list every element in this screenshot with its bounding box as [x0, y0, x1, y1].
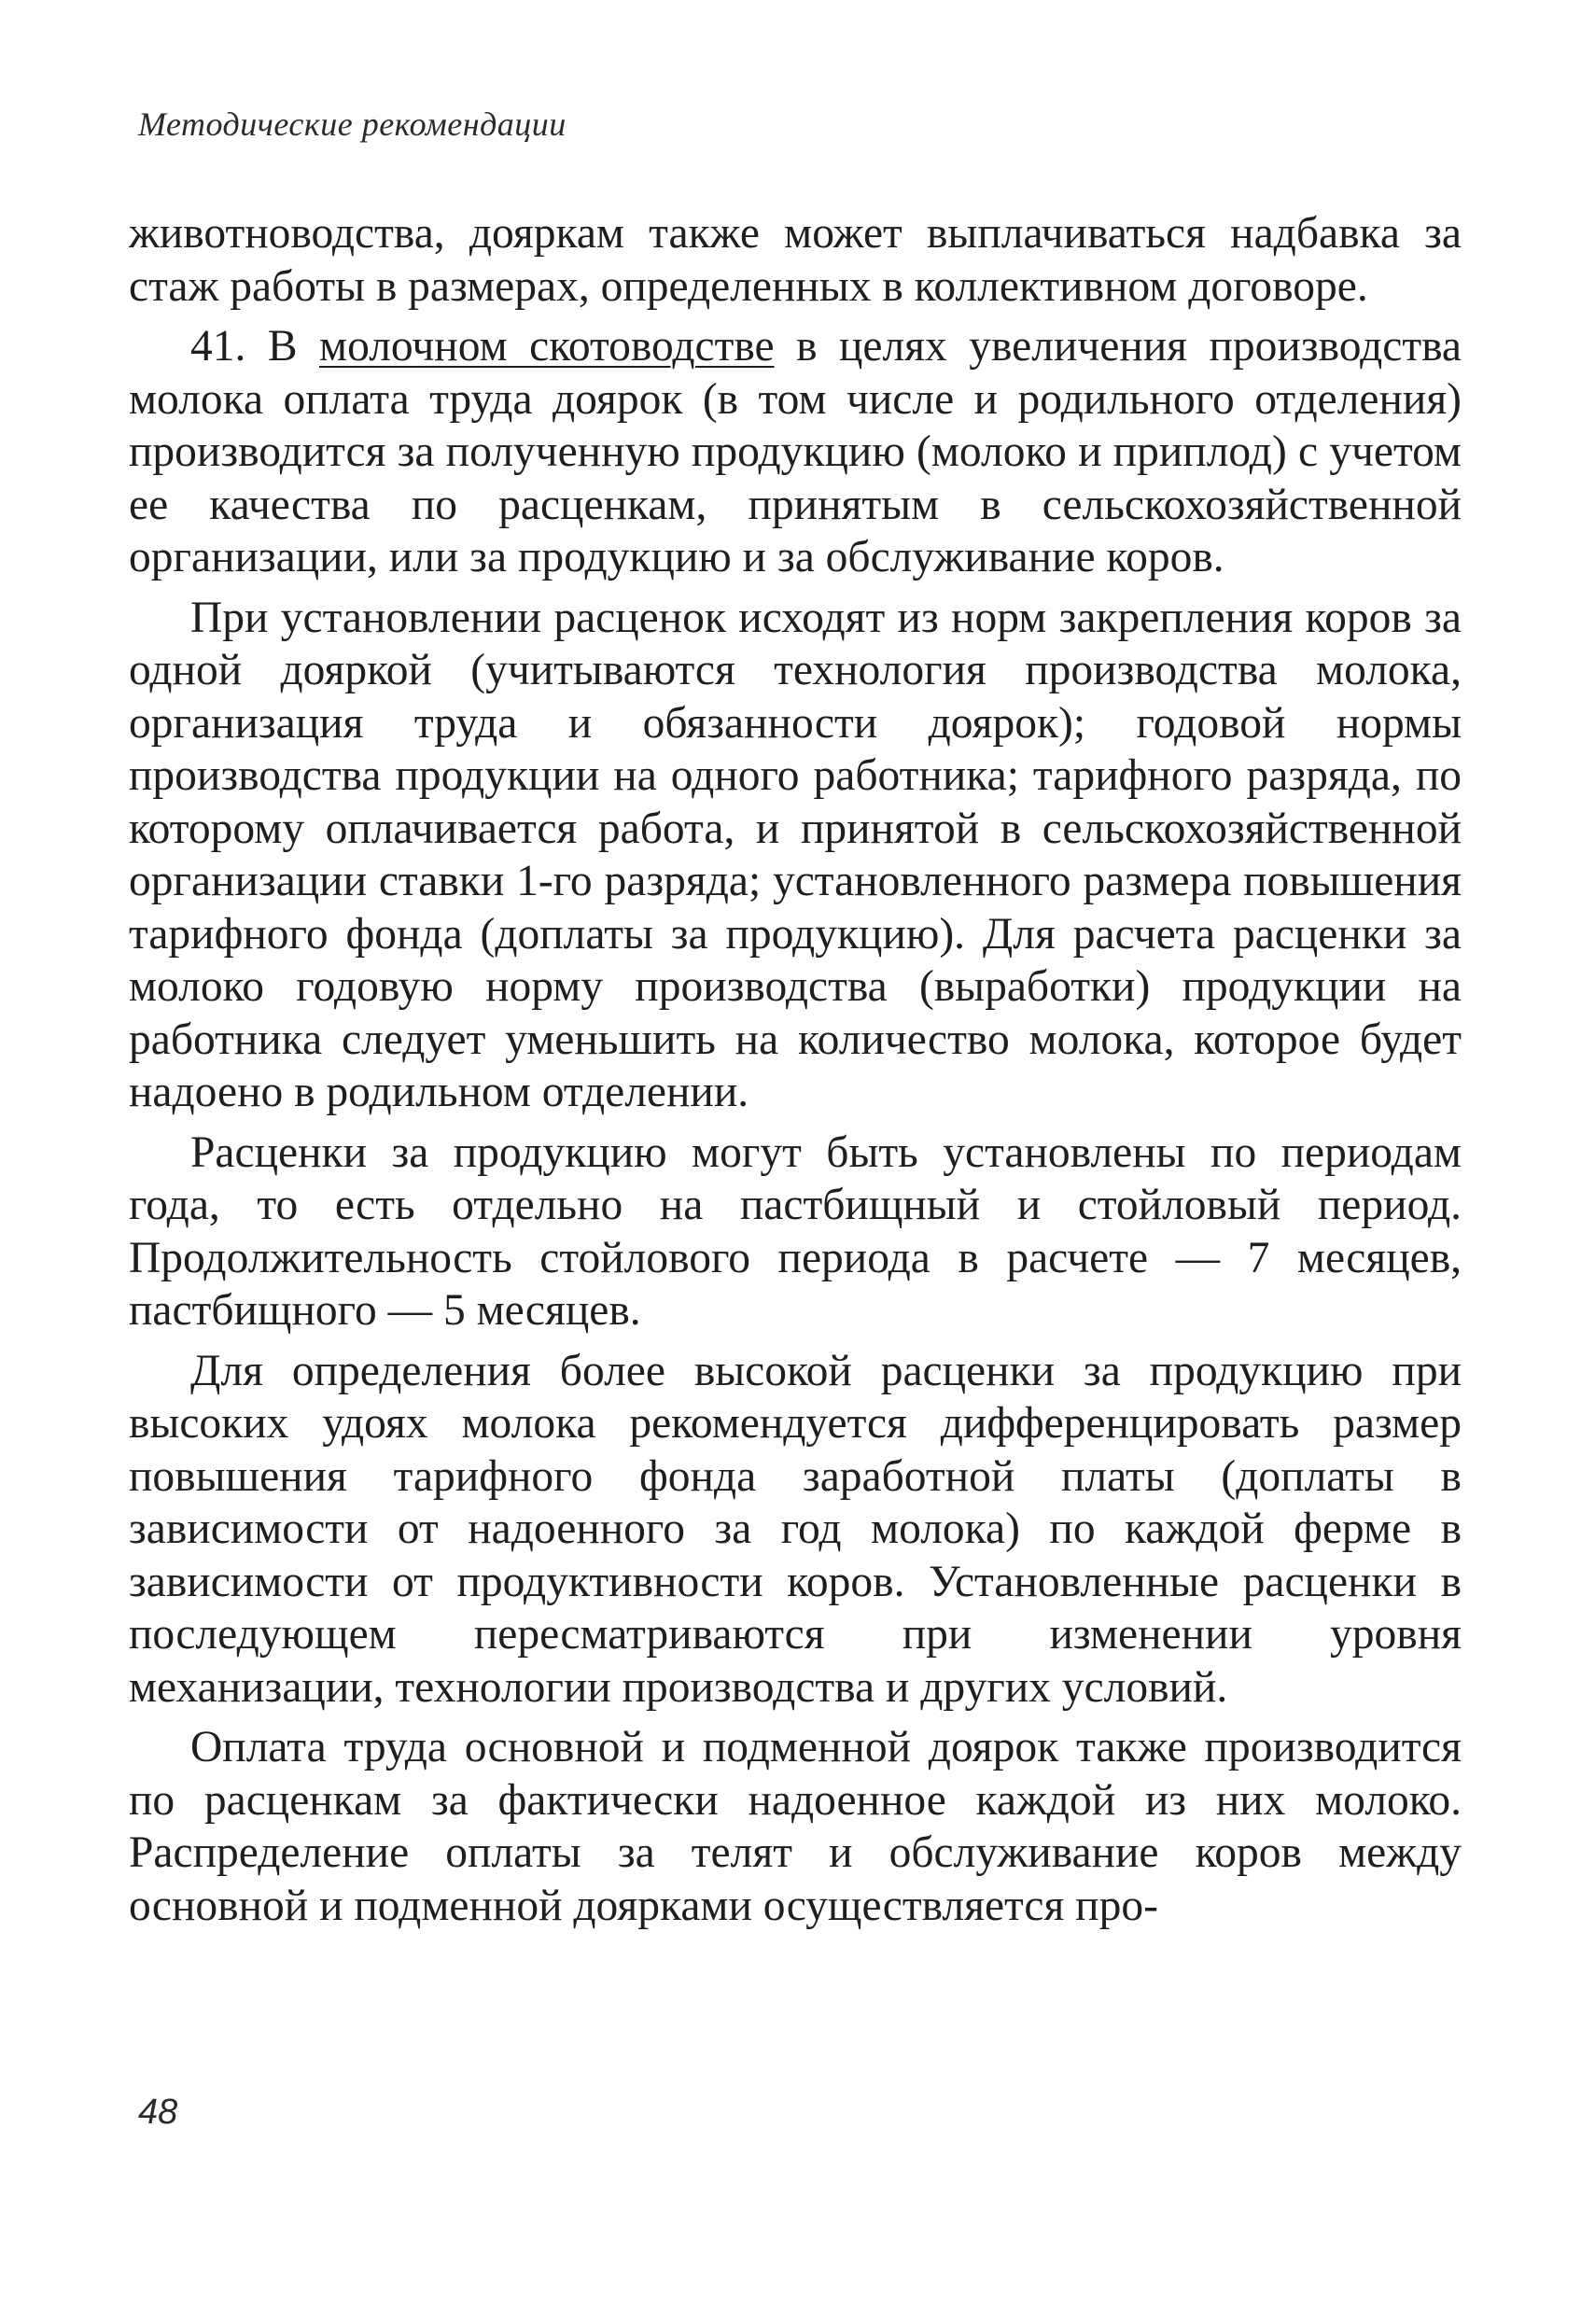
paragraph-number: 41. В	[190, 322, 320, 371]
paragraph-continuation: животноводства, дояркам также может выплачиваться надбавка за стаж работы в размерах, определенных в коллективном договоре.	[129, 209, 1462, 311]
page-number: 48	[138, 2093, 178, 2132]
underlined-term: молочном скотоводстве	[319, 322, 775, 371]
paragraph-41-text: в целях увеличения производства молока оплата труда доярок (в том числе и родильного отделения) производится за полученную продукцию (молоко и приплод) с учетом ее качества по расценкам, принятым в сельскохозяйственной организации, или за продукцию и за обслуживание коров.	[129, 322, 1462, 581]
paragraph-substitute-milkmaid: Оплата труда основной и подменной доярок также производится по расценкам за фактически надоенное каждой из них молоко. Распределение оплаты за телят и обслуживание коров между основной и подменной доярками осуществляется про-	[129, 1723, 1462, 1930]
paragraph-seasonal-rates: Расценки за продукцию могут быть установлены по периодам года, то есть отдельно на пастбищный и стойловый период. Продолжительность стойлового периода в расчете — 7 месяцев, пастбищного — 5 месяцев.	[129, 1127, 1462, 1335]
body-text	[129, 207, 1462, 1939]
paragraph-rate-setting: При установлении расценок исходят из норм закрепления коров за одной дояркой (учитываются технология производства молока, организация труда и обязанности доярок); годовой нормы производства продукции на одного работника; тарифного разряда, по которому оплачивается работа, и принятой в сельскохозяйственной организации ставки 1-го разряда; установленного размера повышения тарифного фонда (доплаты за продукцию). Для расчета расценки за молоко годовую норму производства (выработки) продукции на работника следует уменьшить на количество молока, которое будет надоено в родильном отделении.	[129, 593, 1462, 1116]
running-header: Методические рекомендации	[138, 105, 567, 143]
paragraph-high-yield-rates: Для определения более высокой расценки за продукцию при высоких удоях молока рекомендуется дифференцировать размер повышения тарифного фонда заработной платы (доплаты в зависимости от надоенного за год молока) по каждой ферме в зависимости от продуктивности коров. Установленные расценки в последующем пересматриваются при изменении уровня механизации, технологии производства и других условий.	[129, 1346, 1462, 1712]
paragraph-41	[129, 320, 1462, 584]
